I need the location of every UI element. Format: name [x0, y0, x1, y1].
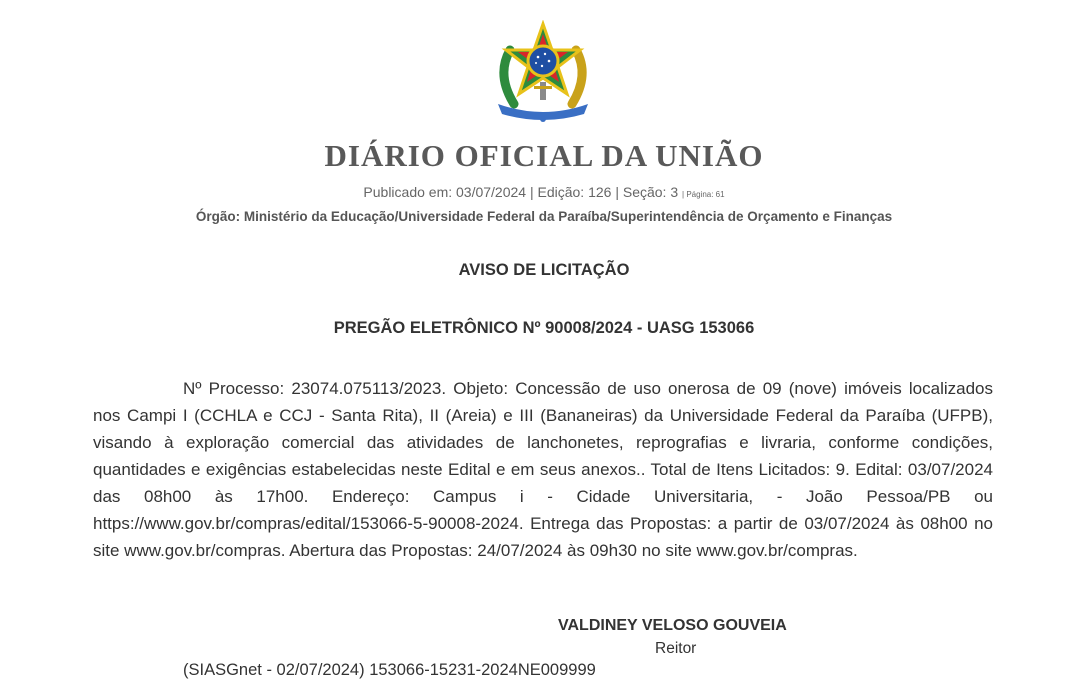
brazil-coat-of-arms-icon	[488, 20, 598, 124]
signer-role: Reitor	[655, 640, 697, 657]
page-number: | Página: 61	[682, 190, 725, 199]
notice-body: Nº Processo: 23074.075113/2023. Objeto: Concessão de uso onerosa de 09 (nove) imóveis localizados nos Campi I (CCHLA e CCJ - Santa Rita), II (Areia) e III (Bananeiras) da Universidade Federal da Paraíba (UFPB), visando à exploração comercial das atividades de lanchonetes, reprografias e livraria, conforme condições, quantidades e exigências estabelecidas neste Edital e em seus anexos.. Total de Itens Licitados: 9. Edital: 03/07/2024 das 08h00 às 17h00. Endereço: Campus i - Cidade Universitaria, - João Pessoa/PB ou https://www.gov.br/compras/edital/153066-5-90008-2024. Entrega das Propostas: a partir de 03/07/2024 às 08h00 no site www.gov.br/compras. Abertura das Propostas: 24/07/2024 às 09h30 no site www.gov.br/compras.	[93, 379, 993, 560]
organ-line: Órgão: Ministério da Educação/Universidade Federal da Paraíba/Superintendência de Orçamento e Finanças	[195, 209, 893, 224]
masthead-title: DIÁRIO OFICIAL DA UNIÃO	[324, 138, 764, 173]
notice-subheading: PREGÃO ELETRÔNICO Nº 90008/2024 - UASG 153066	[333, 319, 755, 337]
signer-name: VALDINEY VELOSO GOUVEIA	[558, 617, 787, 634]
publication-details: Publicado em: 03/07/2024 | Edição: 126 | Seção: 3	[363, 184, 679, 200]
publication-info	[0, 184, 1088, 200]
siasg-reference: (SIASGnet - 02/07/2024) 153066-15231-2024NE009999	[183, 661, 596, 679]
notice-heading: AVISO DE LICITAÇÃO	[458, 261, 630, 279]
